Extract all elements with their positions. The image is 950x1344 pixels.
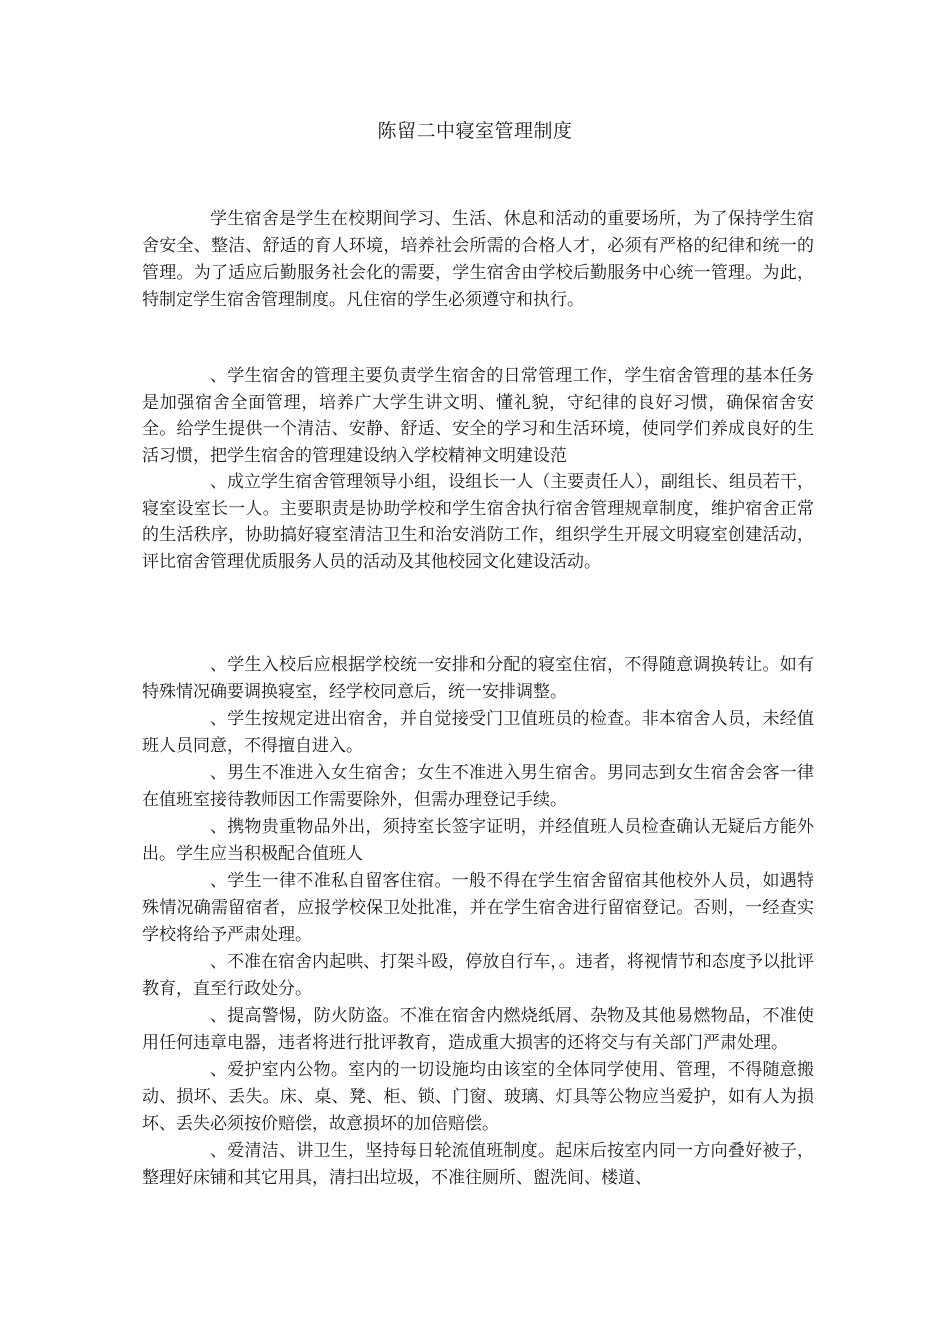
rule-paragraph: 、提高警惕，防火防盗。不准在宿舍内燃烧纸屑、杂物及其他易燃物品，不准使用任何违章电器，违者将进行批评教育，造成重大损害的还将交与有关部门严肃处理。 xyxy=(142,1006,814,1053)
rule-paragraph: 、学生一律不准私自留客住宿。一般不得在学生宿舍留宿其他校外人员，如遇特殊情况确需留宿者，应报学校保卫处批准，并在学生宿舍进行留宿登记。否则，一经查实学校将给予严肃处理。 xyxy=(142,871,814,945)
paragraph-management-tasks: 、学生宿舍的管理主要负责学生宿舍的日常管理工作，学生宿舍管理的基本任务是加强宿舍全面管理，培养广大学生讲文明、懂礼貌，守纪律的良好习惯，确保宿舍安全。给学生提供一个清洁、安静、舒适、安全的学习和生活环境，使同学们养成良好的生活习惯，把学生宿舍的管理建设纳入学校精神文明建设范 xyxy=(142,366,814,466)
rule-paragraph: 、爱清洁、讲卫生，坚持每日轮流值班制度。起床后按室内同一方向叠好被子，整理好床铺和其它用具，清扫出垃圾，不准往厕所、盥洗间、楼道、 xyxy=(142,1141,814,1188)
management-section xyxy=(142,363,814,575)
intro-paragraph: 学生宿舍是学生在校期间学习、生活、休息和活动的重要场所，为了保持学生宿舍安全、整洁、舒适的育人环境，培养社会所需的合格人才，必须有严格的纪律和统一的管理。为了适应后勤服务社会化的需要，学生宿舍由学校后勤服务中心统一管理。为此，特制定学生宿舍管理制度。凡住宿的学生必须遵守和执行。 xyxy=(142,209,814,310)
paragraph-leadership-group: 、成立学生宿舍管理领导小组，设组长一人（主要责任人），副组长、组员若干，寝室设室长一人。主要职责是协助学校和学生宿舍执行宿舍管理规章制度，维护宿舍正常的生活秩序，协助搞好寝室清洁卫生和治安消防工作，组织学生开展文明寝室创建活动，评比宿舍管理优质服务人员的活动及其他校园文化建设活动。 xyxy=(142,472,814,572)
document-title: 陈留二中寝室管理制度 xyxy=(377,120,573,142)
rule-paragraph: 、男生不准进入女生宿舍；女生不准进入男生宿舍。男同志到女生宿舍会客一律在值班室接待教师因工作需要除外，但需办理登记手续。 xyxy=(142,763,814,810)
rule-paragraph: 、携物贵重物品外出，须持室长签字证明，并经值班人员检查确认无疑后方能外出。学生应当积极配合值班人 xyxy=(142,817,814,864)
rule-paragraph: 、学生入校后应根据学校统一安排和分配的寝室住宿，不得随意调换转让。如有特殊情况确要调换寝室，经学校同意后，统一安排调整。 xyxy=(142,655,814,702)
rule-paragraph: 、学生按规定进出宿舍，并自觉接受门卫值班员的检查。非本宿舍人员，未经值班人员同意，不得擅自进入。 xyxy=(142,709,814,756)
rules-section xyxy=(142,652,814,1192)
intro-section xyxy=(142,206,814,314)
rule-paragraph: 、不准在宿舍内起哄、打架斗殴，停放自行车，。违者，将视情节和态度予以批评教育，直至行政处分。 xyxy=(142,952,814,999)
rule-paragraph: 、爱护室内公物。室内的一切设施均由该室的全体同学使用、管理，不得随意搬动、损坏、丢失。床、桌、凳、柜、锁、门窗、玻璃、灯具等公物应当爱护，如有人为损坏、丢失必须按价赔偿，故意损坏的加倍赔偿。 xyxy=(142,1060,814,1134)
